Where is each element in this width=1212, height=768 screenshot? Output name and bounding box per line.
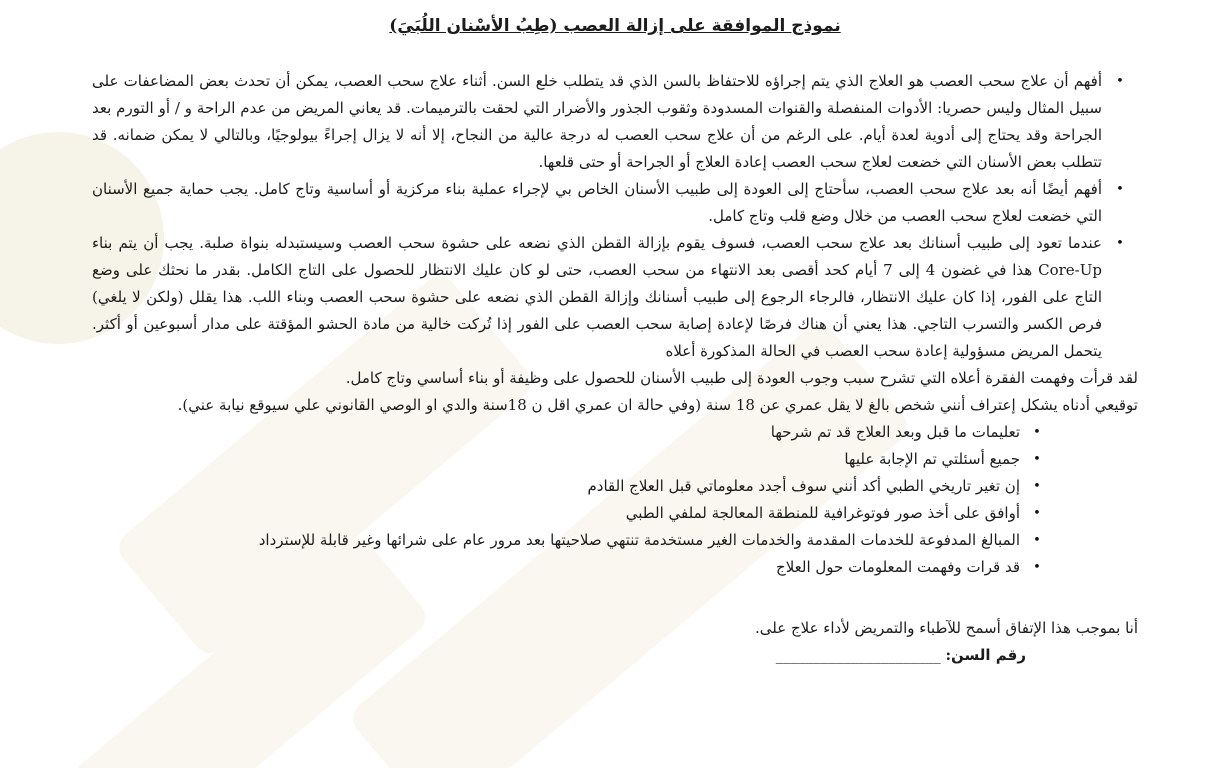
consent-point-text: عندما تعود إلى طبيب أسنانك بعد علاج سحب العصب، فسوف يقوم بإزالة القطن الذي نضعه على حشوة سحب العصب وسيستبدله بنواة صلبة. يجب أن يتم بناء Core-Up هذا في غضون 4 إلى 7 أيام كحد أقصى بعد الانتهاء من سحب العصب، حتى لو كان عليك الانتظار للحصول على التاج الكامل. بقدر ما نحثك على وضع التاج على الفور، إذا كان عليك الانتظار، فالرجاء الرجوع إلى طبيب أسنانك وإزالة القطن الذي نضعه على حشوة سحب العصب وبناء اللب. هذا يقلل (ولكن لا يلغي) فرص الكسر والتسرب التاجي. هذا يعني أن هناك فرصًا لإعادة إصابة سحب العصب على الفور إذا تُركت خالية من مادة الحشو المؤقتة على مدار أسبوعين أو أكثر. يتحمل المريض مسؤولية إعادة سحب العصب في الحالة المذكورة أعلاه	[92, 234, 1102, 360]
footer-section	[92, 615, 1138, 669]
bullet-icon: •	[1116, 236, 1124, 251]
consent-point-item	[92, 230, 1138, 365]
bullet-icon: •	[1116, 74, 1124, 89]
read-statement: لقد قرأت وفهمت الفقرة أعلاه التي تشرح سبب وجوب العودة إلى طبيب الأسنان للحصول على وظيفة أو بناء أساسي وتاج كامل.	[345, 369, 1138, 387]
checklist-item	[92, 527, 1054, 554]
consent-point-item	[92, 176, 1138, 230]
checklist-item	[92, 446, 1054, 473]
bullet-icon: •	[1033, 425, 1041, 440]
consent-point-text: أفهم أن علاج سحب العصب هو العلاج الذي يتم إجراؤه للاحتفاظ بالسن الذي قد يتطلب خلع السن. أثناء علاج سحب العصب، يمكن أن تحدث بعض المضاعفات على سبيل المثال وليس حصريا: الأدوات المنفصلة والقنوات المسدودة وثقوب الجذور والأضرار التي لحقت بالترميمات. قد يعاني المريض من عدم الراحة و / أو التورم بعد الجراحة وقد يحتاج إلى أدوية لعدة أيام. على الرغم من أن علاج سحب العصب له درجة عالية من النجاح، إلا أنه لا يزال إجراءً بيولوجيًا، وبالتالي لا يمكن ضمانه. قد تتطلب بعض الأسنان التي خضعت لعلاج سحب العصب إعادة العلاج أو الجراحة أو حتى قلعها.	[92, 72, 1102, 171]
page-title-text: نموذج الموافقة على إزالة العصب (طِبُ الأسْنان اللُبَيَ)	[389, 16, 841, 36]
bullet-icon: •	[1033, 533, 1041, 548]
bullet-icon: •	[1033, 479, 1041, 494]
bullet-icon: •	[1033, 452, 1041, 467]
bullet-icon: •	[1033, 506, 1041, 521]
checklist-item	[92, 500, 1054, 527]
tooth-number-label: رقم السن:	[945, 646, 1026, 664]
checklist-item	[92, 419, 1054, 446]
bullet-icon: •	[1033, 560, 1041, 575]
tooth-number-line	[92, 642, 1026, 669]
tooth-number-blank-field: ______________________	[775, 646, 941, 664]
checklist-item-text: تعليمات ما قبل وبعد العلاج قد تم شرحها	[770, 423, 1020, 441]
checklist-item	[92, 473, 1054, 500]
checklist-item-text: المبالغ المدفوعة للخدمات المقدمة والخدمات الغير مستخدمة تنتهي صلاحيتها بعد مرور عام على شرائها وغير قابلة للإسترداد	[258, 531, 1020, 549]
checklist-item-text: أوافق على أخذ صور فوتوغرافية للمنطقة المعالجة لملفي الطبي	[625, 504, 1020, 522]
page-title	[92, 14, 1138, 38]
consent-points-list	[92, 68, 1138, 365]
acknowledgement-checklist	[92, 419, 1054, 581]
checklist-item-text: قد قرات وفهمت المعلومات حول العلاج	[776, 558, 1020, 576]
checklist-item-text: إن تغير تاريخي الطبي أكد أنني سوف أجدد معلوماتي قبل العلاج القادم	[587, 477, 1020, 495]
checklist-item	[92, 554, 1054, 581]
consent-point-text: أفهم أيضًا أنه بعد علاج سحب العصب، سأحتاج إلى العودة إلى طبيب الأسنان الخاص بي لإجراء عملية بناء مركزية أو أساسية وتاج كامل. يجب حماية جميع الأسنان التي خضعت لعلاج سحب العصب من خلال وضع قلب وتاج كامل.	[92, 180, 1102, 225]
consent-point-item	[92, 68, 1138, 176]
agreement-statement: أنا بموجب هذا الإتفاق أسمح للآطباء والتمريض لأداء علاج على.	[755, 619, 1138, 637]
checklist-item-text: جميع أسئلتي تم الإجابة عليها	[844, 450, 1020, 468]
signature-statement: توقيعي أدناه يشكل إعتراف أنني شخص بالغ لا يقل عمري عن 18 سنة (وفي حالة ان عمري اقل ن 18سنة والدي او الوصي القانوني علي سيوقع نيابة عني).	[177, 396, 1138, 414]
bullet-icon: •	[1116, 182, 1124, 197]
